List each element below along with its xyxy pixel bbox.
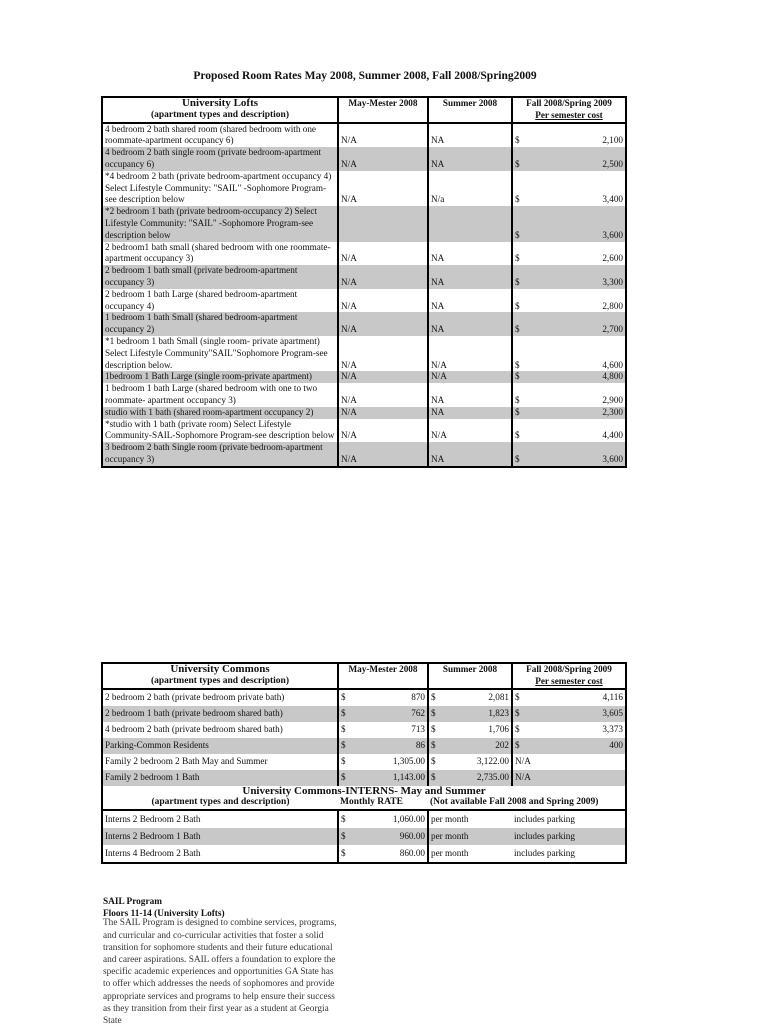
row-may-rate (338, 689, 428, 706)
sail-heading: SAIL Program (103, 897, 162, 907)
amount-value: 2,700 (602, 324, 623, 335)
table-row (102, 147, 626, 171)
lofts-col-may: May-Mester 2008 (338, 97, 428, 123)
row-description: 4 bedroom 2 bath single room (private bedroom-apartment occupancy 6) (102, 147, 338, 171)
currency-symbol: $ (341, 771, 346, 782)
row-period: per month (428, 828, 512, 845)
amount-value: 3,605 (602, 707, 623, 718)
currency-symbol: $ (515, 158, 520, 169)
row-description: Interns 2 Bedroom 2 Bath (105, 813, 201, 824)
commons-title: University Commons (170, 663, 270, 675)
table-row (102, 123, 626, 148)
table-row (102, 738, 626, 754)
row-may-rate (338, 206, 428, 241)
amount-value: 4,400 (602, 430, 623, 441)
currency-symbol: $ (431, 755, 436, 766)
row-summer-rate: NA (428, 123, 512, 148)
currency-symbol: $ (515, 253, 520, 264)
currency-symbol: $ (341, 723, 346, 734)
commons-col-summer: Summer 2008 (428, 663, 512, 689)
row-may-rate (338, 754, 428, 770)
row-fall-rate (512, 371, 626, 383)
amount-value: 1,823 (488, 707, 509, 718)
row-may-rate: N/A (338, 383, 428, 407)
row-may-rate: N/A (338, 312, 428, 336)
amount-value: 86 (415, 739, 425, 750)
lofts-col-fall: Fall 2008/Spring 2009 (526, 98, 612, 108)
commons-rate-table (101, 662, 627, 864)
currency-symbol: $ (341, 739, 346, 750)
row-description: *4 bedroom 2 bath (private bedroom-apartment occupancy 4) Select Lifestyle Community: "SAIL" -Sophomore Program-see description below (105, 170, 332, 205)
row-summer-rate (428, 754, 512, 770)
row-fall-rate (512, 770, 626, 786)
table-row (102, 770, 626, 786)
commons-table-body (102, 689, 626, 786)
commons-col-fall: Fall 2008/Spring 2009 (526, 664, 612, 674)
row-may-rate: N/A (338, 371, 428, 383)
row-summer-rate: NA (428, 265, 512, 289)
row-summer-rate (428, 722, 512, 738)
amount-value: 2,100 (602, 135, 623, 146)
row-may-rate: N/A (338, 442, 428, 467)
table-row (102, 171, 626, 206)
row-description: Interns 4 Bedroom 2 Bath (105, 847, 201, 858)
table-row (102, 722, 626, 738)
interns-col-rate: Monthly RATE (338, 797, 428, 810)
row-description: 2 bedroom1 bath small (shared bedroom with one roommate- apartment occupancy 3) (105, 241, 331, 264)
amount-value: 2,300 (602, 406, 623, 417)
row-may-rate: N/A (338, 242, 428, 266)
interns-subtitle: (apartment types and description) (102, 797, 338, 810)
row-fall-rate (512, 754, 626, 770)
row-fall-rate (512, 383, 626, 407)
interns-header-row (102, 797, 626, 810)
currency-symbol: $ (515, 300, 520, 311)
row-fall-rate (512, 689, 626, 706)
interns-title: University Commons-INTERNS- May and Summer (242, 784, 486, 797)
row-may-rate: N/A (338, 407, 428, 419)
row-description: 4 bedroom 2 bath (private bedroom shared bath) (105, 723, 283, 734)
amount-value: 3,400 (602, 194, 623, 205)
currency-symbol: $ (431, 771, 436, 782)
amount-value: 1,706 (488, 723, 509, 734)
lofts-rate-table (101, 96, 627, 468)
amount-value: 3,600 (602, 453, 623, 464)
currency-symbol: $ (341, 847, 346, 858)
row-description: Family 2 bedroom 1 Bath (102, 770, 338, 786)
interns-table-body (102, 810, 626, 863)
currency-symbol: $ (341, 830, 346, 841)
row-description: 2 bedroom 1 bath small (private bedroom-apartment occupancy 3) (102, 265, 338, 289)
row-summer-rate (428, 706, 512, 722)
row-fall-rate (512, 289, 626, 313)
row-fall-rate (512, 147, 626, 171)
table-row (102, 828, 626, 845)
currency-symbol: $ (341, 813, 346, 824)
row-may-rate: N/A (338, 123, 428, 148)
table-row (102, 289, 626, 313)
row-may-rate (338, 770, 428, 786)
amount-value: 713 (411, 723, 425, 734)
row-may-rate: N/A (338, 171, 428, 206)
sail-subheading: Floors 11-14 (University Lofts) (103, 909, 225, 920)
sail-description: The SAIL Program is designed to combine services, programs, and curricular and co-curricular activities that foster a solid transition for sophomore students and their future educational and career aspirations. SAIL offers a foundation to explore the specific academic experiences and opportunities GA State has to offer which addresses the needs of sophomores and provide appropriate services and programs to help ensure their success as they transition from their first year as a student at Georgia State (103, 918, 337, 1027)
table-row (102, 206, 626, 241)
row-description: 4 bedroom 2 bath shared room (shared bedroom with one roommate-apartment occupancy 6) (105, 123, 317, 146)
amount-value: 3,373 (602, 723, 623, 734)
lofts-table-body (102, 123, 626, 467)
row-description: 3 bedroom 2 bath Single room (private bedroom-apartment occupancy 3) (102, 442, 338, 467)
table-row (102, 383, 626, 407)
row-description: 1 bedroom 1 bath Small (shared bedroom-apartment occupancy 2) (102, 312, 338, 336)
sail-program-section (103, 896, 343, 1027)
commons-col-may: May-Mester 2008 (338, 663, 428, 689)
row-summer-rate: NA (428, 383, 512, 407)
row-note: includes parking (512, 828, 626, 845)
row-fall-rate (512, 123, 626, 148)
row-description: *1 bedroom 1 bath Small (single room- private apartment) Select Lifestyle Community"SAIL"Sophomore Program-see description below. (105, 335, 328, 370)
currency-symbol: $ (515, 135, 520, 146)
amount-value: 2,600 (602, 253, 623, 264)
table-row (102, 810, 626, 828)
amount-value: 960.00 (399, 830, 425, 841)
currency-symbol: $ (515, 194, 520, 205)
row-description: 2 bedroom 2 bath (private bedroom private bath) (105, 691, 285, 702)
currency-symbol: N/A (515, 771, 531, 782)
currency-symbol: $ (431, 723, 436, 734)
amount-value: 4,116 (602, 691, 623, 702)
row-summer-rate (428, 738, 512, 754)
table-row (102, 407, 626, 419)
amount-value: 4,800 (602, 371, 623, 382)
row-summer-rate: NA (428, 407, 512, 419)
currency-symbol: $ (341, 707, 346, 718)
row-summer-rate (428, 206, 512, 241)
lofts-header-row (102, 97, 626, 123)
row-fall-rate (512, 171, 626, 206)
currency-symbol: $ (515, 324, 520, 335)
amount-value: 4,600 (602, 359, 623, 370)
row-may-rate (338, 706, 428, 722)
row-summer-rate: NA (428, 289, 512, 313)
table-row (102, 754, 626, 770)
amount-value: 2,800 (602, 300, 623, 311)
row-summer-rate: N/A (428, 371, 512, 383)
row-monthly-rate (338, 828, 428, 845)
row-monthly-rate (338, 810, 428, 828)
table-row (102, 265, 626, 289)
row-summer-rate: N/a (428, 171, 512, 206)
currency-symbol: $ (515, 229, 520, 240)
row-fall-rate (512, 242, 626, 266)
row-description: *2 bedroom 1 bath (private bedroom-occupancy 2) Select Lifestyle Community: "SAIL" -Sophomore Program-see description below (102, 206, 338, 241)
amount-value: 202 (495, 739, 509, 750)
row-may-rate: N/A (338, 147, 428, 171)
amount-value: 1,060.00 (392, 813, 425, 824)
row-summer-rate: NA (428, 242, 512, 266)
amount-value: 400 (609, 739, 623, 750)
row-fall-rate (512, 706, 626, 722)
row-may-rate (338, 738, 428, 754)
table-row (102, 419, 626, 443)
row-fall-rate (512, 312, 626, 336)
row-may-rate (338, 722, 428, 738)
row-may-rate: N/A (338, 289, 428, 313)
currency-symbol: $ (515, 406, 520, 417)
lofts-col-summer: Summer 2008 (428, 97, 512, 123)
amount-value: 870 (411, 691, 425, 702)
row-summer-rate: N/A (428, 419, 512, 443)
amount-value: 2,081 (488, 691, 509, 702)
row-description: 1bedroom 1 Bath Large (single room-private apartment) (102, 371, 338, 383)
row-fall-rate (512, 419, 626, 443)
commons-subtitle: (apartment types and description) (150, 675, 289, 686)
table-row (102, 336, 626, 371)
currency-symbol: $ (515, 707, 520, 718)
row-description: Interns 2 Bedroom 1 Bath (102, 828, 338, 845)
lofts-subtitle: (apartment types and description) (150, 109, 289, 120)
amount-value: 860.00 (399, 847, 425, 858)
row-fall-rate (512, 738, 626, 754)
row-fall-rate (512, 206, 626, 241)
row-may-rate: N/A (338, 265, 428, 289)
row-summer-rate: NA (428, 147, 512, 171)
row-description: studio with 1 bath (shared room-apartment occupancy 2) (102, 407, 338, 419)
row-description: *studio with 1 bath (private room) Select Lifestyle Community-SAIL-Sophomore Program-see description below (105, 418, 335, 441)
interns-col-note: (Not available Fall 2008 and Spring 2009) (428, 797, 626, 810)
table-row (102, 706, 626, 722)
currency-symbol: $ (515, 276, 520, 287)
row-description: Family 2 bedroom 2 Bath May and Summer (105, 755, 268, 766)
page-title: Proposed Room Rates May 2008, Summer 2008, Fall 2008/Spring2009 (193, 70, 537, 82)
row-fall-rate (512, 265, 626, 289)
amount-value: 2,735.00 (476, 771, 509, 782)
row-note: includes parking (514, 847, 575, 858)
row-description: 2 bedroom 1 bath Large (shared bedroom-apartment occupancy 4) (105, 288, 298, 311)
row-description: 2 bedroom 1 bath (private bedroom shared bath) (102, 706, 338, 722)
row-may-rate: N/A (338, 336, 428, 371)
currency-symbol: $ (431, 707, 436, 718)
currency-symbol: $ (515, 371, 520, 382)
commons-header-row (102, 663, 626, 689)
row-summer-rate: NA (428, 312, 512, 336)
row-summer-rate (428, 770, 512, 786)
table-row (102, 371, 626, 383)
row-description: Parking-Common Residents (102, 738, 338, 754)
row-summer-rate (428, 689, 512, 706)
row-period: per month (428, 810, 512, 828)
row-summer-rate: N/A (428, 336, 512, 371)
currency-symbol: $ (341, 691, 346, 702)
row-description: 1 bedroom 1 bath Large (shared bedroom with one to two roommate- apartment occupancy 3) (105, 383, 318, 405)
currency-symbol: $ (515, 739, 520, 750)
amount-value: 3,300 (602, 276, 623, 287)
table-row (102, 242, 626, 266)
amount-value: 762 (411, 707, 425, 718)
commons-col-fall-sub: Per semester cost (535, 675, 603, 686)
table-row (102, 312, 626, 336)
table-row (102, 442, 626, 467)
amount-value: 2,900 (602, 394, 623, 405)
amount-value: 3,122.00 (476, 755, 509, 766)
currency-symbol: $ (515, 453, 520, 464)
amount-value: 1,143.00 (392, 771, 425, 782)
currency-symbol: $ (431, 691, 436, 702)
currency-symbol: $ (515, 359, 520, 370)
currency-symbol: $ (515, 430, 520, 441)
currency-symbol: $ (515, 691, 520, 702)
lofts-title: University Lofts (181, 97, 259, 109)
table-row (102, 845, 626, 863)
currency-symbol: $ (341, 755, 346, 766)
amount-value: 1,305.00 (392, 755, 425, 766)
table-row (102, 689, 626, 706)
currency-symbol: $ (515, 394, 520, 405)
row-summer-rate: NA (428, 442, 512, 467)
currency-symbol: N/A (515, 755, 531, 766)
row-fall-rate (512, 407, 626, 419)
row-may-rate: N/A (338, 419, 428, 443)
currency-symbol: $ (431, 739, 436, 750)
amount-value: 2,500 (602, 158, 623, 169)
row-fall-rate (512, 442, 626, 467)
row-monthly-rate (338, 845, 428, 863)
currency-symbol: $ (515, 723, 520, 734)
row-fall-rate (512, 336, 626, 371)
lofts-col-fall-sub: Per semester cost (535, 109, 603, 120)
row-fall-rate (512, 722, 626, 738)
row-period: per month (428, 845, 512, 863)
amount-value: 3,600 (602, 229, 623, 240)
interns-title-row (102, 786, 626, 798)
row-note: includes parking (514, 813, 575, 824)
